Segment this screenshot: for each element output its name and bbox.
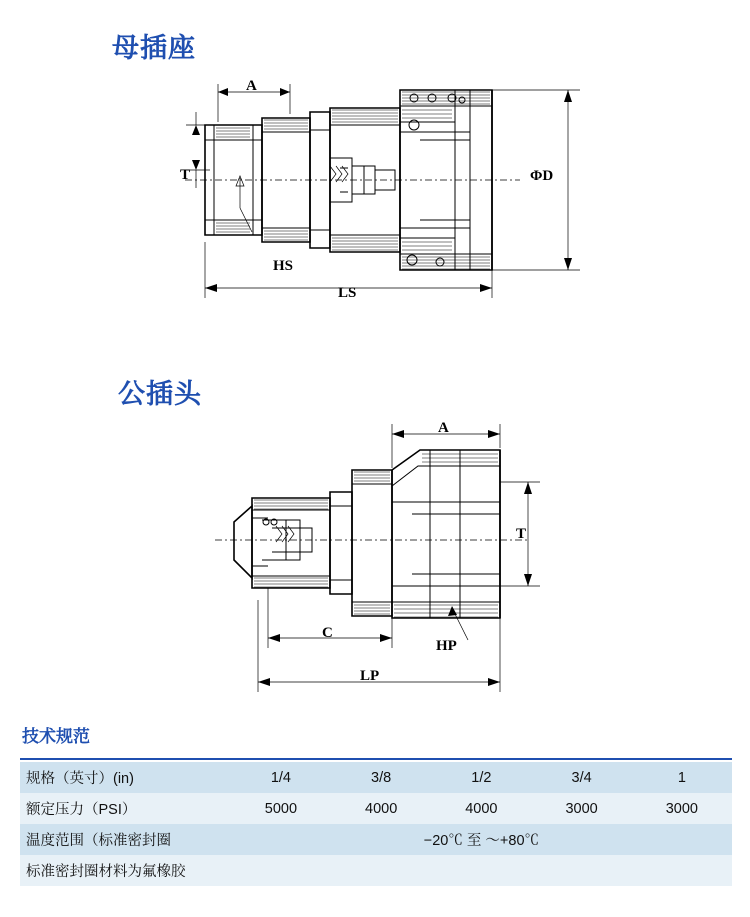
table-row bbox=[20, 762, 732, 793]
spec-cell: 5000 bbox=[231, 793, 331, 824]
table-row bbox=[20, 793, 732, 824]
spec-cell: 1/2 bbox=[431, 762, 531, 793]
dim-label-hs-female: HS bbox=[273, 258, 294, 274]
table-row bbox=[20, 855, 732, 886]
dim-label-t-male: T bbox=[516, 526, 527, 542]
spec-row-label-material: 标准密封圈材料为氟橡胶 bbox=[20, 855, 732, 886]
spec-table bbox=[20, 762, 732, 886]
spec-row-label: 额定压力（PSI） bbox=[20, 793, 231, 824]
spec-cell: 3/8 bbox=[331, 762, 431, 793]
section-title-female: 母插座 bbox=[112, 33, 196, 63]
spec-row-label-temperature: 温度范围（标准密封圈 bbox=[20, 824, 231, 855]
dim-label-t-female: T bbox=[180, 167, 191, 183]
male-plug-drawing bbox=[0, 410, 750, 700]
spec-cell: 3000 bbox=[531, 793, 631, 824]
male-plug-svg bbox=[0, 410, 750, 700]
spec-cell: 1/4 bbox=[231, 762, 331, 793]
dim-label-a-female: A bbox=[246, 78, 257, 94]
spec-row-label: 规格（英寸）(in) bbox=[20, 762, 231, 793]
spec-table-top-rule bbox=[20, 758, 732, 760]
dim-label-lp-male: LP bbox=[360, 668, 380, 684]
table-row bbox=[20, 824, 732, 855]
dim-label-ls-female: LS bbox=[338, 285, 357, 301]
female-socket-drawing bbox=[0, 70, 750, 330]
dim-label-hp-male: HP bbox=[436, 638, 457, 654]
female-socket-svg bbox=[0, 70, 750, 330]
spec-section-title: 技术规范 bbox=[22, 727, 90, 746]
spec-cell: 3/4 bbox=[531, 762, 631, 793]
spec-cell: 4000 bbox=[331, 793, 431, 824]
dim-label-a-male: A bbox=[438, 420, 449, 436]
spec-cell: 3000 bbox=[632, 793, 732, 824]
spec-cell-temperature: −20℃ 至 ～+80℃ bbox=[231, 824, 732, 855]
spec-cell: 1 bbox=[632, 762, 732, 793]
dim-label-phid-female: ΦD bbox=[530, 168, 554, 184]
dim-label-c-male: C bbox=[322, 625, 333, 641]
section-title-male: 公插头 bbox=[118, 379, 202, 409]
spec-cell: 4000 bbox=[431, 793, 531, 824]
